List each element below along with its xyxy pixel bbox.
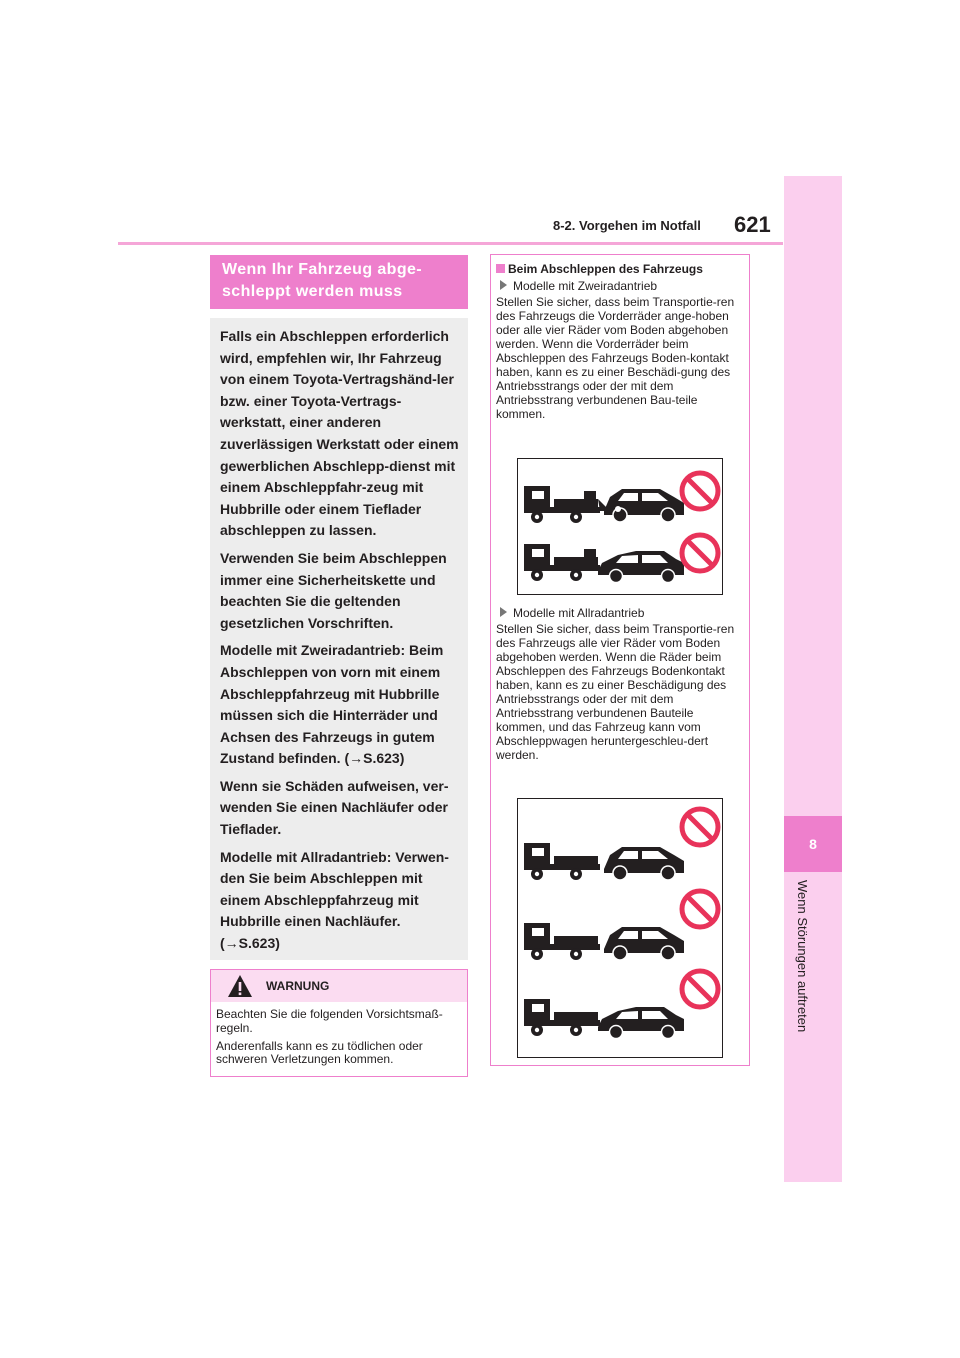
tow-truck-icon <box>524 486 610 523</box>
chapter-title: Wenn Störungen auftreten <box>795 880 810 1033</box>
prohibited-icon <box>682 535 718 571</box>
tow-truck-icon <box>524 923 600 960</box>
towing-heading <box>496 262 703 276</box>
warning-triangle-icon <box>227 974 253 998</box>
info-paragraph: Modelle mit Allradantrieb: Verwen-den Sie beim Abschleppen mit einem Abschleppfahrzeug mit Hubbrille einen Nachläufer. (→S.623) <box>220 848 449 952</box>
info-paragraph: Falls ein Abschleppen erforderlich wird, empfehlen wir, Ihr Fahrzeug von einem Toyota-Vertragshänd-ler bzw. einer Toyota-Vertrags-werkstatt, einer anderen zuverlässigen Werkstatt oder einem gewerblichen Abschlepp-dienst mit einem Abschleppfahr-zeug mit Hubbrille oder einem Tieflader abschleppen zu lassen. <box>220 328 459 539</box>
info-paragraph: Modelle mit Zweiradantrieb: Beim Abschleppen von vorn mit einem Abschleppfahrzeug mit Hubbrille müssen sich die Hinterräder und Achsen des Fahrzeugs in gutem Zustand befinden. (→S.623) <box>220 642 444 767</box>
warning-label: WARNUNG <box>266 979 330 993</box>
tow-truck-icon <box>524 999 600 1036</box>
page-number: 621 <box>734 212 771 237</box>
triangle-bullet-icon <box>500 280 507 290</box>
car-icon <box>598 1007 684 1039</box>
prohibited-icon <box>682 971 718 1007</box>
box-title: Wenn Ihr Fahrzeug abge-schleppt werden muss <box>210 255 468 309</box>
warning-text: Anderenfalls kann es zu tödlichen oder schweren Verletzungen kommen. <box>216 1038 423 1067</box>
car-icon <box>598 551 684 583</box>
car-icon <box>604 927 684 960</box>
tow-truck-icon <box>524 843 600 880</box>
subheading-2wd <box>500 279 657 293</box>
warning-box <box>210 969 468 1077</box>
paragraph-awd: Stellen Sie sicher, dass beim Transportie-ren des Fahrzeugs alle vier Räder vom Boden abgehoben werden. Wenn die Räder beim Abschleppen des Fahrzeugs Bodenkontakt haben, kann es zu einer Beschädigung des Antriebsstrangs oder der mit dem Antriebsstrang verbundenen Bauteile kommen, und das Fahrzeug kann vom Abschleppwagen heruntergeschleu-dert werden. <box>496 622 735 762</box>
subheading-awd <box>500 606 644 620</box>
section-title: 8-2. Vorgehen im Notfall <box>553 218 701 233</box>
car-icon <box>604 847 684 880</box>
towing-figure-awd <box>517 798 723 1058</box>
towing-figure-2wd <box>517 458 723 595</box>
prohibited-icon <box>682 809 718 845</box>
info-paragraph: Wenn sie Schäden aufweisen, ver-wenden Sie einen Nachläufer oder Tieflader. <box>220 777 449 838</box>
prohibited-icon <box>682 473 718 509</box>
info-paragraph: Verwenden Sie beim Abschleppen immer eine Sicherheitskette und beachten Sie die geltenden gesetzlichen Vorschriften. <box>220 549 447 631</box>
info-box <box>210 318 468 960</box>
warning-text: Beachten Sie die folgenden Vorsichtsmaß-regeln. <box>216 1007 443 1035</box>
subheading-2wd-text: Modelle mit Zweiradantrieb <box>513 279 658 293</box>
subheading-awd-text: Modelle mit Allradantrieb <box>513 606 645 620</box>
triangle-bullet-icon <box>500 607 507 617</box>
square-bullet-icon <box>496 264 505 273</box>
chapter-number: 8 <box>784 816 842 872</box>
tow-truck-icon <box>524 544 600 581</box>
towing-heading-text: Beim Abschleppen des Fahrzeugs <box>508 262 703 276</box>
towing-illustration-2wd <box>518 459 722 594</box>
towing-illustration-awd <box>518 799 722 1057</box>
prohibited-icon <box>682 891 718 927</box>
header-rule <box>118 242 783 245</box>
paragraph-2wd: Stellen Sie sicher, dass beim Transportie-ren des Fahrzeugs die Vorderräder ange-hoben oder alle vier Räder vom Boden abgehoben werden. Wenn die Vorderräder beim Abschleppen des Fahrzeugs Boden-kontakt haben, kann es zu einer Beschädi-gung des Antriebsstrangs oder der mit dem Antriebsstrang verbundenen Bau-teile kommen. <box>496 295 735 421</box>
car-icon <box>604 489 684 522</box>
warning-header <box>211 970 467 1002</box>
